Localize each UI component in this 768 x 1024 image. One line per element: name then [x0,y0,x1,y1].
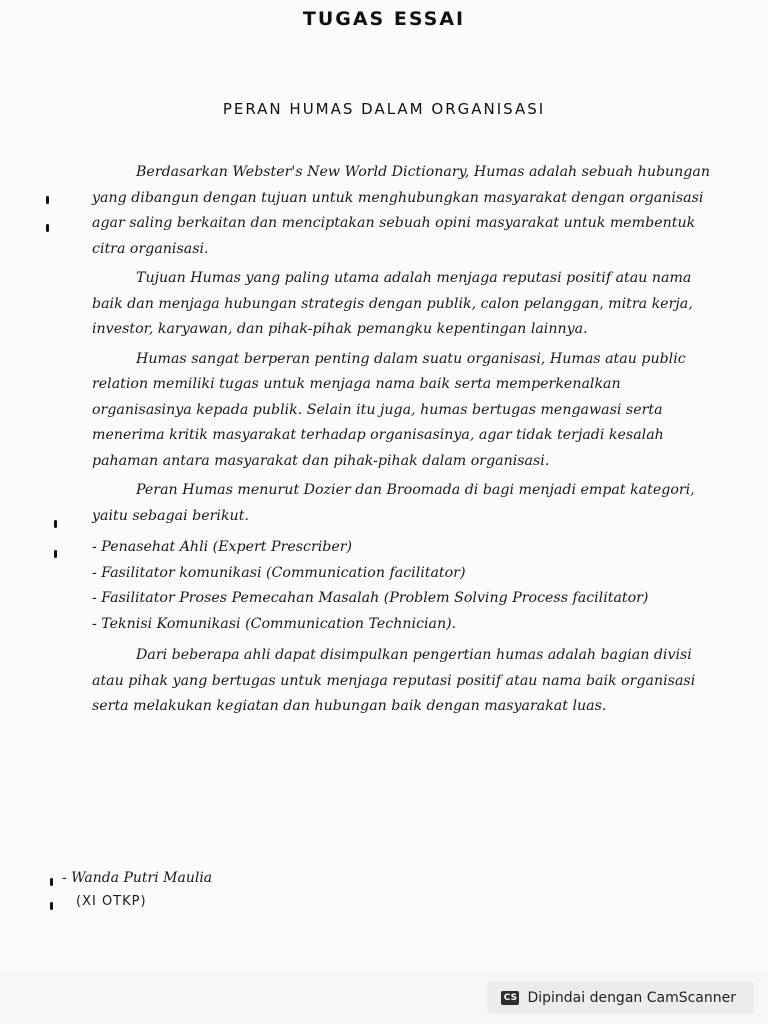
role-list [92,535,722,637]
paragraph-1: Berdasarkan Webster's New World Dictionary, Humas adalah sebuah hubungan yang dibangun dengan tujuan untuk menghubungkan masyarakat dengan organisasi agar saling berkaitan dan menciptakan sebuah opini masyarakat untuk membentuk citra organisasi. [92,164,710,257]
author-name: - Wanda Putri Maulia [62,870,213,886]
list-item: - Fasilitator komunikasi (Communication facilitator) [92,564,466,581]
margin-mark [54,520,57,528]
margin-mark [46,224,49,232]
margin-mark [50,902,53,910]
closing-paragraph: Dari beberapa ahli dapat disimpulkan pengertian humas adalah bagian divisi atau pihak yang bertugas untuk menjaga reputasi positif atau nama baik organisasi serta melakukan kegiatan dan hubungan baik dengan masyarakat luas. [92,647,696,714]
paragraph-3: Humas sangat berperan penting dalam suatu organisasi, Humas atau public relation memiliki tugas untuk menjaga nama baik serta memperkenalkan organisasinya kepada publik. Selain itu juga, humas bertugas mengawasi serta menerima kritik masyarakat terhadap organisasinya, agar tidak terjadi kesalah pahaman antara masyarakat dan pihak-pihak dalam organisasi. [92,350,686,469]
essay-body [92,160,722,720]
paragraph-2: Tujuan Humas yang paling utama adalah menjaga reputasi positif atau nama baik dan menjaga hubungan strategis dengan publik, calon pelanggan, mitra kerja, investor, karyawan, dan pihak-pihak pemangku kepentingan lainnya. [92,270,693,337]
author-class: (XI OTKP) [76,894,147,909]
list-item: - Teknisi Komunikasi (Communication Technician). [92,615,457,632]
document-title: TUGAS ESSAI [302,8,466,30]
signature-block [62,866,212,914]
paragraph-4: Peran Humas menurut Dozier dan Broomada di bagi menjadi empat kategori, yaitu sebagai berikut. [92,482,695,524]
camscanner-watermark [487,982,754,1014]
margin-mark [46,196,49,204]
camscanner-label: Dipindai dengan CamScanner [527,990,736,1006]
list-item: - Penasehat Ahli (Expert Prescriber) [92,539,353,555]
list-item: - Fasilitator Proses Pemecahan Masalah (Problem Solving Process facilitator) [92,590,649,606]
document-subtitle: PERAN HUMAS DALAM ORGANISASI [222,100,546,118]
margin-mark [50,878,53,886]
camscanner-logo-icon: CS [501,991,519,1005]
margin-mark [54,550,57,558]
